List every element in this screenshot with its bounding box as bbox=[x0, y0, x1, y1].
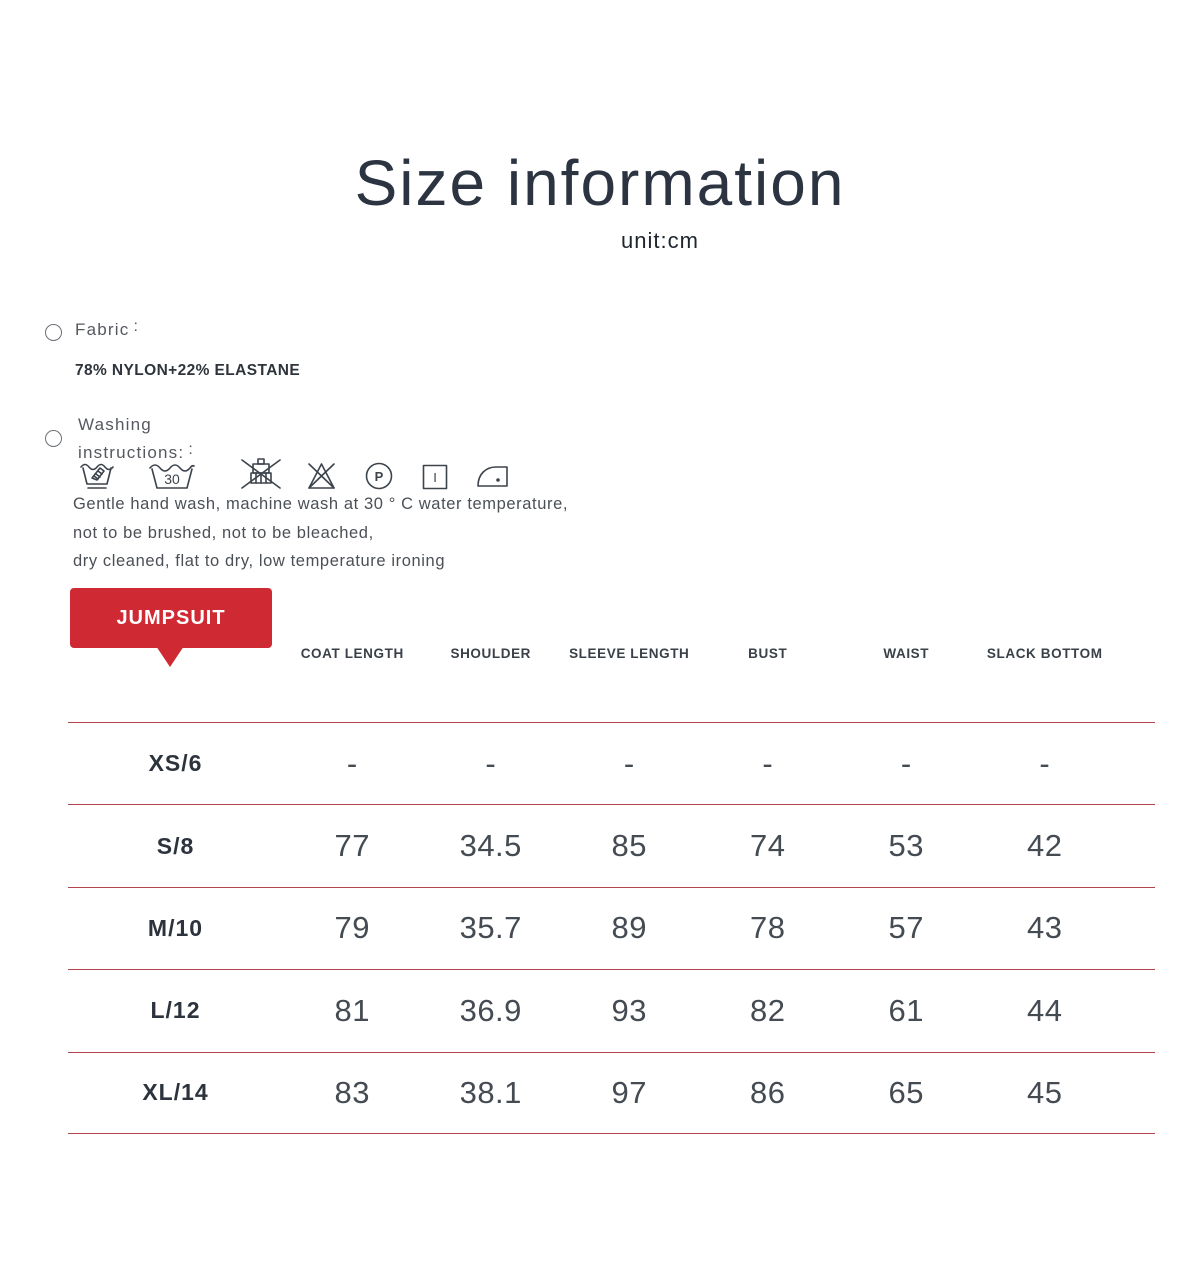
cell-waist: 57 bbox=[888, 910, 924, 946]
cell-coat-length: 79 bbox=[334, 910, 370, 946]
care-note-line2: not to be brushed, not to be bleached, bbox=[73, 524, 374, 542]
cell-waist: 61 bbox=[888, 992, 924, 1028]
row-size-label: XL/14 bbox=[142, 1079, 209, 1106]
cell-bust: 74 bbox=[750, 828, 786, 864]
cell-coat-length: - bbox=[346, 745, 358, 781]
page-title: Size information bbox=[354, 147, 846, 219]
category-tag-label: JUMPSUIT bbox=[116, 606, 226, 629]
cell-bust: 86 bbox=[750, 1074, 786, 1110]
cell-coat-length: 81 bbox=[334, 992, 370, 1028]
washing-label-line1: Washing bbox=[78, 415, 152, 434]
cell-sleeve-length: 93 bbox=[611, 992, 647, 1028]
dry-clean-p-icon bbox=[365, 462, 393, 490]
cell-slack-bottom: - bbox=[1039, 745, 1051, 781]
header-bust: BUST bbox=[748, 646, 788, 661]
table-row bbox=[68, 969, 1155, 1051]
fabric-composition: 78% NYLON+22% ELASTANE bbox=[75, 362, 301, 379]
header-sleeve-length: SLEEVE LENGTH bbox=[569, 646, 690, 661]
header-shoulder: SHOULDER bbox=[450, 646, 532, 661]
cell-slack-bottom: 42 bbox=[1027, 828, 1063, 864]
table-row bbox=[68, 804, 1155, 886]
machine-wash-30-icon bbox=[149, 460, 195, 490]
cell-shoulder: 34.5 bbox=[459, 828, 522, 864]
row-size-label: S/8 bbox=[156, 832, 195, 859]
cell-sleeve-length: 85 bbox=[611, 828, 647, 864]
do-not-brush-icon bbox=[239, 458, 283, 490]
table-row bbox=[68, 722, 1155, 804]
table-row bbox=[68, 1052, 1155, 1134]
category-tag bbox=[70, 588, 272, 648]
unit-label: unit:cm bbox=[621, 228, 699, 253]
dry-clean-letter: P bbox=[374, 469, 384, 484]
row-size-label: XS/6 bbox=[148, 750, 203, 777]
cell-sleeve-length: - bbox=[623, 745, 635, 781]
washing-colon: : bbox=[188, 441, 193, 458]
cell-shoulder: 35.7 bbox=[459, 910, 522, 946]
machine-wash-temp: 30 bbox=[164, 471, 180, 487]
cell-waist: - bbox=[900, 745, 912, 781]
cell-coat-length: 83 bbox=[334, 1074, 370, 1110]
drip-dry-icon bbox=[422, 464, 448, 490]
header-coat-length: COAT LENGTH bbox=[300, 646, 404, 661]
row-size-label: L/12 bbox=[150, 997, 201, 1024]
care-note-line1: Gentle hand wash, machine wash at 30 ° C water temperature, bbox=[73, 495, 569, 513]
cell-slack-bottom: 45 bbox=[1027, 1074, 1063, 1110]
hand-wash-icon bbox=[80, 458, 115, 490]
cell-slack-bottom: 43 bbox=[1027, 910, 1063, 946]
washing-bullet-icon bbox=[45, 430, 62, 447]
size-table bbox=[68, 640, 1155, 1134]
header-waist: WAIST bbox=[883, 646, 930, 661]
cell-shoulder: 38.1 bbox=[459, 1074, 522, 1110]
cell-shoulder: - bbox=[485, 745, 497, 781]
fabric-section bbox=[75, 320, 138, 340]
cell-coat-length: 77 bbox=[334, 828, 370, 864]
washing-label-line2: instructions: bbox=[78, 443, 185, 462]
cell-sleeve-length: 97 bbox=[611, 1074, 647, 1110]
fabric-bullet-icon bbox=[45, 324, 62, 341]
header-size-column bbox=[68, 640, 283, 646]
cell-slack-bottom: 44 bbox=[1027, 992, 1063, 1028]
cell-waist: 53 bbox=[888, 828, 924, 864]
cell-bust: - bbox=[762, 745, 774, 781]
iron-low-temp-icon bbox=[476, 461, 509, 490]
table-row bbox=[68, 887, 1155, 969]
cell-sleeve-length: 89 bbox=[611, 910, 647, 946]
cell-shoulder: 36.9 bbox=[459, 992, 522, 1028]
cell-waist: 65 bbox=[888, 1074, 924, 1110]
row-size-label: M/10 bbox=[147, 914, 204, 941]
drip-dry-letter: I bbox=[433, 470, 437, 485]
fabric-colon: : bbox=[133, 318, 138, 335]
care-note-line3: dry cleaned, flat to dry, low temperature ironing bbox=[73, 552, 446, 570]
fabric-label: Fabric bbox=[75, 320, 130, 339]
cell-bust: 78 bbox=[750, 910, 786, 946]
cell-bust: 82 bbox=[750, 992, 786, 1028]
size-table-header-row bbox=[68, 640, 1155, 722]
do-not-bleach-icon bbox=[306, 461, 337, 490]
header-slack-bottom: SLACK BOTTOM bbox=[986, 646, 1103, 661]
care-icons-row bbox=[80, 458, 509, 490]
